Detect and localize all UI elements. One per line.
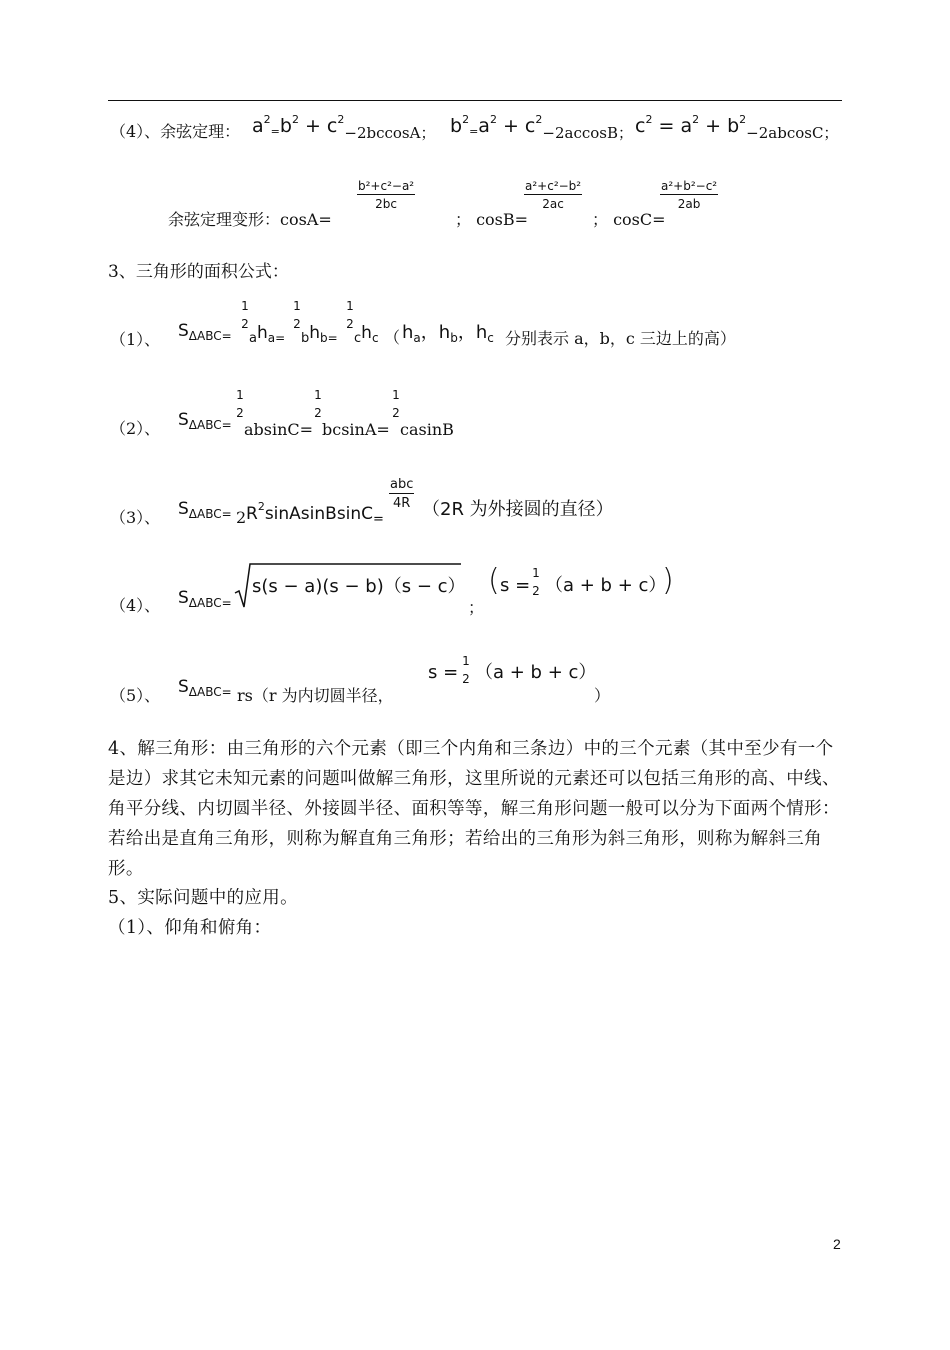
- cosine-variant-label: 余弦定理变形：cosA=: [168, 210, 332, 229]
- half-fraction: 1 2: [293, 299, 301, 331]
- area-1-heights: $h_a$，$h_b$，$h_c$: [402, 322, 494, 345]
- area-5-label: （5）、: [110, 686, 161, 705]
- area-4-semicolon: ；: [468, 598, 485, 617]
- area-1-term3: $_ch_c$: [354, 323, 379, 346]
- area-1-S: $S_{\Delta ABC=}$: [178, 321, 232, 343]
- cosine-law-formula-c: $c^2 = a^2 + b^2_{-2abcosC;}$: [635, 113, 839, 142]
- area-3-note: （2R 为外接圆的直径）: [422, 499, 614, 520]
- page-number: 2: [833, 1236, 841, 1252]
- area-1-term1: $_ah_{a=}$: [249, 323, 286, 346]
- area-1-description: 分别表示 a，b，c 三边上的高）: [505, 329, 736, 348]
- half-fraction: 1 2: [236, 388, 244, 420]
- area-4-paren: （a + b + c）: [545, 575, 667, 596]
- section-5-heading: 5、实际问题中的应用。: [108, 888, 298, 908]
- half-fraction: 1 2: [392, 388, 400, 420]
- fraction-abc-4R: abc 4R: [390, 477, 414, 511]
- area-3-label: （3）、: [110, 508, 161, 527]
- area-2-S: $S_{\Delta ABC=}$: [178, 410, 232, 432]
- area-1-term2: $_bh_{b=}$: [301, 323, 338, 346]
- area-2-term3: casinB: [400, 420, 454, 439]
- area-3-two: 2: [236, 508, 247, 527]
- half-fraction: 1 2: [346, 299, 354, 331]
- area-5-rs: rs（r 为内切圆半径，: [237, 686, 394, 705]
- area-4-label: （4）、: [110, 596, 161, 615]
- half-fraction: 1 2: [532, 566, 540, 598]
- fraction-cosB: $\frac{\text{a²+c²−b²}}{2ac}$: [525, 179, 582, 211]
- area-1-label: （1）、: [110, 330, 161, 349]
- cosine-variant-sep-b: ； cosB=: [455, 210, 529, 229]
- paren-open: (: [488, 563, 500, 598]
- half-fraction: 1 2: [314, 388, 322, 420]
- area-5-S: $S_{\Delta ABC=}$: [178, 677, 232, 699]
- area-5-close: ）: [594, 686, 611, 705]
- area-2-term1: absinC=: [244, 420, 314, 439]
- paren-close: ): [662, 563, 674, 598]
- area-2-term2: bcsinA=: [322, 420, 390, 439]
- area-2-label: （2）、: [110, 419, 161, 438]
- area-4-s-eq: s =: [500, 575, 531, 596]
- header-rule: [108, 100, 842, 101]
- cosine-variant-sep-c: ； cosC=: [592, 210, 666, 229]
- area-4-S: $S_{\Delta ABC=}$: [178, 588, 232, 610]
- half-fraction: 1 2: [241, 299, 249, 331]
- area-5-s-eq: s =: [428, 662, 459, 683]
- area-3-body: $R^2sinAsinBsinC_=$: [246, 500, 384, 527]
- area-1-paren: （: [384, 328, 401, 347]
- cosine-law-formula-b: $b^2_=a^2 + c^2_{-2accosB;}$: [450, 113, 633, 142]
- area-heading: 3、三角形的面积公式：: [108, 262, 289, 282]
- area-4-radicand: s(s − a)(s − b)（s − c）: [252, 576, 466, 597]
- fraction-cosA: $\frac{\text{b²+c²−a²}}{2bc}$: [358, 179, 415, 211]
- fraction-cosC: $\frac{\text{a²+b²−c²}}{2ab}$: [661, 179, 718, 211]
- cosine-law-formula-a: $a^2_=b^2 + c^2_{-2bccosA;}$: [252, 113, 436, 142]
- half-fraction: 1 2: [462, 654, 470, 686]
- area-3-S: $S_{\Delta ABC=}$: [178, 499, 232, 521]
- section-5-item-1: （1）、仰角和俯角：: [108, 918, 272, 938]
- section-4-paragraph: 4、解三角形：由三角形的六个元素（即三个内角和三条边）中的三个元素（其中至少有一个是边）求其它未知元素的问题叫做解三角形，这里所说的元素还可以包括三角形的高、中线、角平分线、内切圆半径、外接圆半径、面积等等，解三角形问题一般可以分为下面两个情形：若给出是直角三角形，则称为解直角三角形；若给出的三角形为斜三角形，则称为解斜三角形。: [108, 739, 840, 879]
- area-5-paren: （a + b + c）: [475, 662, 597, 683]
- cosine-law-label: （4）、余弦定理：: [110, 122, 241, 141]
